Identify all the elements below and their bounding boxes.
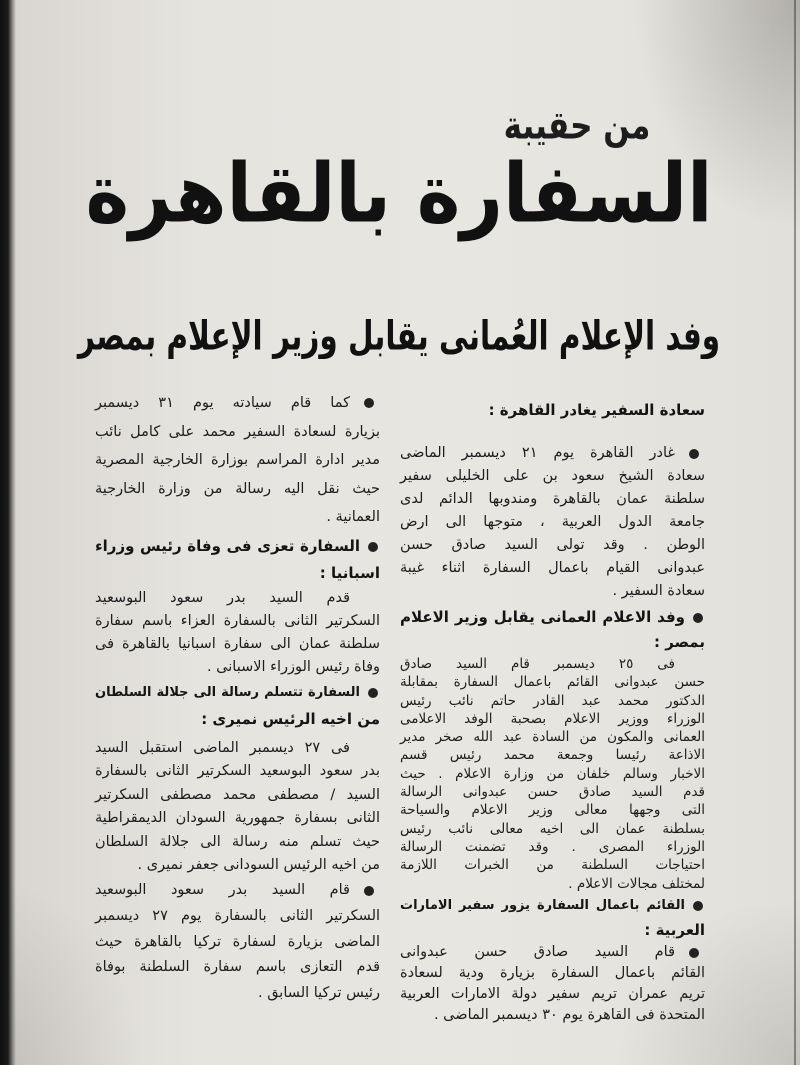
- body-text-line: قدم السيد بدر سعود البوسعيد: [95, 590, 350, 606]
- bullet-icon: [364, 886, 374, 896]
- heading-line: العربية :: [644, 921, 705, 939]
- article-body: [400, 442, 705, 603]
- article-heading: [400, 605, 705, 655]
- body-text-line: سعادة الشيخ سعود بن على الخليلى سفير: [400, 468, 705, 484]
- body-text-line: بدر سعود البوسعيد السكرتير الثانى بالسفارة: [95, 763, 380, 780]
- body-text-line: قام السيد بدر سعود البوسعيد: [95, 882, 350, 898]
- article-body: [95, 389, 380, 532]
- scan-edge-shadow: [0, 0, 16, 1065]
- body-text-line: حسن عبدوانى القائم باعمال السفارة بمقابلة: [400, 674, 705, 691]
- article-heading: [95, 680, 380, 732]
- body-text-line: الوزراء المصرى . وقد تضمنت الرسالة: [400, 838, 705, 855]
- article-body: [95, 587, 380, 679]
- heading-line: بمصر :: [653, 633, 705, 651]
- body-text-line: كما قام سيادته يوم ٣١ ديسمبر: [95, 395, 351, 411]
- article-body: [95, 737, 380, 877]
- body-text-line: عبدوانى القيام باعمال السفارة اثناء غيبة: [400, 560, 705, 576]
- body-text-line: احتياجات السلطنة من الخبرات اللازمة: [400, 857, 705, 874]
- heading-line: السفارة تتسلم رسالة الى جلالة السلطان: [95, 685, 360, 700]
- scan-edge-line: [794, 0, 796, 1065]
- body-text-line: السكرتير الثانى بالسفارة العزاء باسم سفارة: [95, 613, 380, 629]
- body-text-line: سلطنة عمان بالقاهرة ومندوبها الدائم لدى: [400, 491, 705, 507]
- bullet-icon: [693, 901, 703, 911]
- body-text-line: حيث نقل اليه رسالة من وزارة الخارجية: [95, 480, 380, 497]
- bullet-icon: [689, 449, 699, 459]
- bullet-icon: [689, 948, 699, 958]
- body-text-line: السكرتير الثانى بالسفارة يوم ٢٧ ديسمبر: [95, 907, 381, 924]
- article-heading: [400, 398, 705, 422]
- article-turkey-condolences: [95, 878, 380, 1007]
- heading-line: وفد الاعلام العمانى يقابل وزير الاعلام: [400, 608, 685, 626]
- body-text-line: قام السيد صادق حسن عبدوانى: [400, 944, 675, 960]
- body-text-line: فى ٢٥ ديسمبر قام السيد صادق: [400, 656, 675, 672]
- body-text-line: الثانى بسفارة جمهورية السودان الديمقراطية: [95, 810, 380, 827]
- body-text-line: حيث تسلم منه رسالة الى جلالة السلطان: [95, 833, 380, 850]
- body-text-line: قدم التعازى باسم سفارة السلطنة بوفاة: [95, 959, 380, 976]
- article-heading: [95, 533, 380, 587]
- body-text-line: الماضى بزيارة لسفارة تركيا بالقاهرة حيث: [95, 933, 380, 950]
- heading-line: اسبانيا :: [319, 564, 380, 582]
- article-heading: [400, 894, 705, 942]
- body-text-line: الاخبار وسالم خلفان من وزارة الاعلام . حيث: [400, 765, 705, 782]
- body-text-line: العمانية .: [326, 509, 380, 525]
- bullet-icon: [693, 613, 703, 623]
- lead-headline: وفد الإعلام العُمانى يقابل وزير الإعلام بمصر: [77, 313, 721, 359]
- article-spain-condolences: [95, 533, 380, 679]
- body-text-line: القائم باعمال السفارة بزيارة ودية لسعادة: [400, 965, 705, 981]
- article-ambassador-departs: [400, 398, 705, 603]
- body-text-line: رئيس تركيا السابق .: [258, 985, 380, 1001]
- body-text-line: لمختلف مجالات الاعلام .: [568, 875, 705, 892]
- body-text-line: تريم عمران تريم سفير دولة الامارات العربية: [400, 986, 705, 1002]
- heading-line: القائم باعمال السفارة يزور سفير الامارات: [400, 898, 685, 913]
- article-protocol-visit: [95, 389, 380, 532]
- article-body: [400, 942, 705, 1026]
- body-text-line: سعادة السفير .: [612, 583, 705, 599]
- article-media-delegation: [400, 605, 705, 893]
- article-body: [95, 878, 380, 1007]
- bullet-icon: [368, 542, 378, 552]
- body-text-line: من اخيه الرئيس السودانى جعفر نميرى .: [137, 856, 380, 873]
- body-text-line: بزيارة لسعادة السفير محمد على كامل نائب: [95, 423, 380, 440]
- body-text-line: قدم السيد صادق حسن عبدوانى الرسالة: [400, 784, 705, 801]
- article-uae-ambassador-visit: [400, 894, 705, 1026]
- body-text-line: الوطن . وقد تولى السيد صادق حسن: [400, 537, 705, 553]
- body-text-line: جامعة الدول العربية ، متوجها الى ارض: [400, 514, 705, 530]
- body-text-line: بسلطنة عمان الى اخيه معالى نائب رئيس: [400, 820, 705, 837]
- body-text-line: فى ٢٧ ديسمبر الماضى استقبل السيد: [95, 740, 350, 756]
- body-text-line: سلطنة عمان الى سفارة اسبانيا بالقاهرة فى: [95, 636, 380, 652]
- body-text-line: غادر القاهرة يوم ٢١ ديسمبر الماضى: [400, 445, 675, 461]
- article-body: [400, 655, 705, 893]
- body-text-line: العمانى والمكون من السادة عبد الله صخر مدير: [400, 729, 705, 746]
- body-text-line: السيد / مصطفى محمد مصطفى السكرتير: [95, 786, 380, 803]
- page-title: السفارة بالقاهرة: [85, 146, 713, 242]
- body-text-line: الاذاعة رئيسا وجمعة محمد رئيس قسم: [400, 747, 705, 764]
- heading-line: السفارة تعزى فى وفاة رئيس وزراء: [95, 537, 360, 555]
- body-text-line: الدكتور محمد عبد القادر حاتم نائب رئيس: [400, 692, 705, 709]
- body-text-line: المتحدة فى القاهرة يوم ٣٠ ديسمبر الماضى .: [433, 1007, 705, 1023]
- body-text-line: الوزراء ووزير الاعلام بصحبة الوفد الاعلامى: [400, 710, 705, 727]
- heading-line: من اخيه الرئيس نميرى :: [201, 710, 380, 728]
- body-text-line: وفاة رئيس الوزراء الاسبانى .: [206, 659, 380, 675]
- article-sudan-message: [95, 680, 380, 877]
- heading-line: سعادة السفير يغادر القاهرة :: [488, 401, 705, 419]
- bullet-icon: [368, 688, 378, 698]
- body-text-line: مدير ادارة المراسم بوزارة الخارجية المصرية: [95, 452, 380, 468]
- section-kicker: من حقيبة: [503, 103, 651, 149]
- body-text-line: التى وجهها معالى وزير الاعلام والسياحة: [400, 802, 705, 819]
